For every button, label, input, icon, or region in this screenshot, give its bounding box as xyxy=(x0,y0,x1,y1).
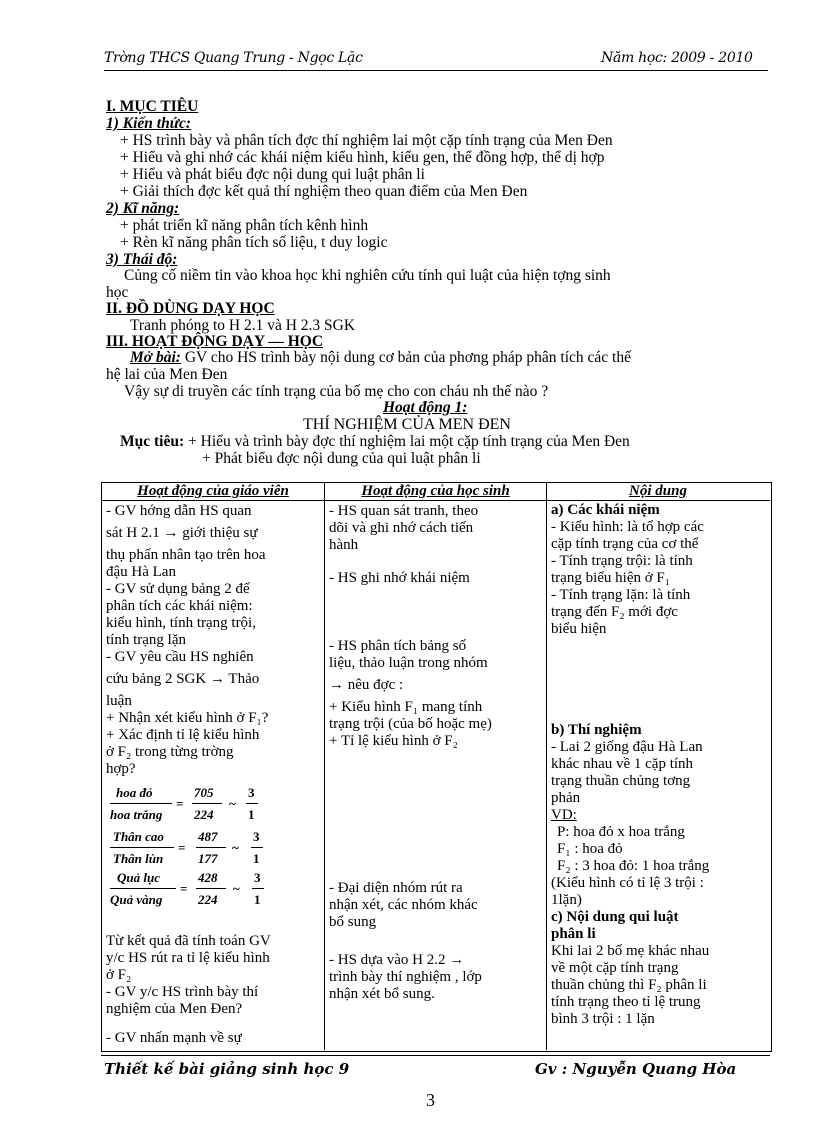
approx-sign: ~ xyxy=(232,840,239,855)
fraction-denominator: 224 xyxy=(194,807,214,822)
fraction-bar xyxy=(251,847,263,848)
nd-line: - Kiểu hình: là tổ hợp các xyxy=(551,519,704,535)
fraction-numerator: Thân cao xyxy=(113,829,164,844)
subsection-kien-thuc: 1) Kiến thức: xyxy=(106,115,192,132)
gv-line: Từ kết quả đã tính toán GV xyxy=(106,933,271,949)
equals-sign: = xyxy=(180,881,188,896)
hs-line: + Kiểu hình F₁ mang tính xyxy=(329,699,483,715)
table-divider xyxy=(324,482,325,1050)
col-header-gv: Hoạt động của giáo viên xyxy=(137,483,289,499)
header-rule xyxy=(104,70,768,71)
hs-line: - HS ghi nhớ khái niệm xyxy=(329,570,470,586)
fraction-numerator: 3 xyxy=(254,870,261,885)
approx-sign: ~ xyxy=(229,796,236,811)
thai-do-line: Củng cố niềm tin vào khoa học khi nghiên cứu tính qui luật của hiện tợng sinh xyxy=(124,267,611,284)
hs-line: - HS dựa vào H 2.2 → xyxy=(329,952,465,968)
do-dung-text: Tranh phóng to H 2.1 và H 2.3 SGK xyxy=(130,317,356,334)
col-header-nd: Nội dung xyxy=(629,483,687,499)
gv-column-2 xyxy=(106,933,271,1047)
hs-line: nhận xét bổ sung. xyxy=(329,986,435,1002)
gv-line: - GV y/c HS trình bày thí xyxy=(106,984,259,1000)
hs-line: - Đại diện nhóm rút ra xyxy=(329,880,463,896)
nd-line: thuần chủng thì F₂ phân li xyxy=(551,977,707,993)
muc-tieu-text-1: + Hiểu và trình bày đợc thí nghiệm lai một cặp tính trạng của Men Đen xyxy=(188,433,630,450)
kien-thuc-line: + Hiểu và ghi nhớ các khái niệm kiểu hình, kiểu gen, thể đồng hợp, thể dị hợp xyxy=(120,149,605,166)
equals-sign: = xyxy=(178,840,186,855)
fraction-bar xyxy=(110,847,174,848)
fraction-numerator: 487 xyxy=(198,829,218,844)
mo-bai-line xyxy=(130,349,631,366)
muc-tieu-line-2: + Phát biểu đợc nội dung của qui luật phân li xyxy=(202,450,481,467)
nd-line: bình 3 trội : 1 lặn xyxy=(551,1011,655,1027)
nd-line: biểu hiện xyxy=(551,621,607,637)
question-line: Vậy sự di truyền các tính trạng của bố mẹ cho con cháu nh thế nào ? xyxy=(124,383,549,400)
hs-column xyxy=(329,503,478,554)
fraction-numerator: Quả lục xyxy=(117,870,160,885)
mo-bai-text: GV cho HS trình bày nội dung cơ bản của phơng pháp phân tích các thế xyxy=(184,349,631,366)
fraction-denominator: 1 xyxy=(248,807,255,822)
nd-heading: c) Nội dung qui luật xyxy=(551,909,679,925)
nd-column xyxy=(551,502,704,638)
hs-line: - HS phân tích bảng số xyxy=(329,638,467,654)
hs-column-3 xyxy=(329,880,478,931)
col-header-hs: Hoạt động của học sinh xyxy=(361,483,510,499)
gv-line: ở F₂ xyxy=(106,967,132,983)
nd-line: - Tính trạng lặn: là tính xyxy=(551,587,691,603)
gv-spacer xyxy=(106,1018,271,1030)
footer-rule xyxy=(101,1055,770,1056)
page-number: 3 xyxy=(426,1090,435,1110)
nd-line: - Tính trạng trội: là tính xyxy=(551,553,693,569)
gv-line: - GV nhấn mạnh về sự xyxy=(106,1030,242,1046)
fraction-numerator: 705 xyxy=(194,785,214,800)
fraction-bar xyxy=(252,888,264,889)
kien-thuc-line: + Hiểu và phát biểu đợc nội dung qui luật phân li xyxy=(120,166,425,183)
footer-right: Gv : Nguyễn Quang Hòa xyxy=(535,1060,737,1078)
header-school: Trờng THCS Quang Trung - Ngọc Lặc xyxy=(104,50,363,66)
fraction-denominator: 177 xyxy=(198,851,218,866)
hs-column-4 xyxy=(329,952,482,1003)
subsection-thai-do: 3) Thái độ: xyxy=(106,251,178,268)
header-year: Năm học: 2009 - 2010 xyxy=(601,50,753,66)
nd-heading: a) Các khái niệm xyxy=(551,502,660,518)
equals-sign: = xyxy=(176,796,184,811)
mo-bai-label: Mở bài: xyxy=(130,349,181,366)
hs-line: - HS quan sát tranh, theo xyxy=(329,503,479,519)
hoat-dong-1-title: THÍ NGHIỆM CỦA MEN ĐEN xyxy=(303,416,511,433)
hs-line: → nêu đợc : xyxy=(329,677,404,693)
nd-heading: b) Thí nghiệm xyxy=(551,722,642,738)
nd-line: VD: xyxy=(551,807,577,823)
gv-line: - GV hớng dẫn HS quan xyxy=(106,503,252,519)
nd-heading: phân li xyxy=(551,926,596,942)
nd-line: trạng biểu hiện ở F₁ xyxy=(551,570,670,586)
hs-column-2 xyxy=(329,638,492,750)
gv-line: - GV sử dụng bảng 2 để xyxy=(106,581,250,597)
nd-line: cặp tính trạng của cơ thể xyxy=(551,536,699,552)
hs-line: trình bày thí nghiệm , lớp xyxy=(329,969,482,985)
table-divider xyxy=(546,482,547,1050)
fraction-numerator: 3 xyxy=(248,785,255,800)
fraction-bar xyxy=(192,803,222,804)
nd-line: trạng thuần chủng tơng xyxy=(551,773,691,789)
gv-line: hợp? xyxy=(106,761,136,777)
gv-line: cứu bảng 2 SGK → Thảo xyxy=(106,671,260,687)
fraction-denominator: 1 xyxy=(254,892,261,907)
hs-line: hành xyxy=(329,537,359,553)
gv-line: đậu Hà Lan xyxy=(106,564,176,580)
gv-line: ở F₂ trong từng trờng xyxy=(106,744,234,760)
footer-left: Thiết kế bài giảng sinh học 9 xyxy=(104,1060,350,1078)
nd-column-2 xyxy=(551,722,709,1028)
fraction-denominator: hoa trắng xyxy=(110,807,163,822)
gv-line: + Nhận xét kiểu hình ở F₁? xyxy=(106,710,269,726)
fraction-denominator: 1 xyxy=(253,851,260,866)
table-header-rule xyxy=(101,500,770,501)
fraction-numerator: 3 xyxy=(253,829,260,844)
gv-line: phân tích các khái niệm: xyxy=(106,598,253,614)
fraction-bar xyxy=(246,803,258,804)
fraction-denominator: Thân lùn xyxy=(113,851,164,866)
ki-nang-line: + Rèn kĩ năng phân tích số liệu, t duy logic xyxy=(120,234,388,251)
nd-line: tính trạng theo tỉ lệ trung xyxy=(551,994,701,1010)
gv-line: tính trạng lặn xyxy=(106,632,186,648)
kien-thuc-line: + HS trình bày và phân tích đợc thí nghiệm lai một cặp tính trạng của Men Đen xyxy=(120,132,613,149)
nd-line: khác nhau về 1 cặp tính xyxy=(551,756,694,772)
nd-line: P: hoa đỏ x hoa trắng xyxy=(557,824,685,840)
gv-line: + Xác định tỉ lệ kiểu hình xyxy=(106,727,260,743)
nd-line: F₂ : 3 hoa đỏ: 1 hoa trắng xyxy=(557,858,710,874)
nd-line: 1lặn) xyxy=(551,892,582,908)
fraction-denominator: Quả vàng xyxy=(110,892,163,907)
gv-line: kiểu hình, tính trạng trội, xyxy=(106,615,256,631)
gv-line: luận xyxy=(106,693,132,709)
fraction-bar xyxy=(110,803,172,804)
ki-nang-line: + phát triển kĩ năng phân tích kênh hình xyxy=(120,217,369,234)
kien-thuc-line: + Giải thích đợc kết quả thí nghiệm theo quan điểm của Men Đen xyxy=(120,183,528,200)
subsection-ki-nang: 2) Kĩ năng: xyxy=(106,200,180,217)
fraction-numerator: 428 xyxy=(198,870,218,885)
fraction-bar xyxy=(110,888,176,889)
hs-line: liệu, thảo luận trong nhóm xyxy=(329,655,488,671)
gv-line: - GV yêu cầu HS nghiên xyxy=(106,649,254,665)
section-title-muc-tieu: I. MỤC TIÊU xyxy=(106,98,199,115)
hs-line: nhận xét, các nhóm khác xyxy=(329,897,478,913)
nd-line: phản xyxy=(551,790,581,806)
fraction-bar xyxy=(196,847,226,848)
nd-line: về một cặp tính trạng xyxy=(551,960,679,976)
hoat-dong-1-label: Hoạt động 1: xyxy=(383,399,468,416)
gv-line: y/c HS rút ra tỉ lệ kiểu hình xyxy=(106,950,270,966)
nd-line: - Lai 2 giống đậu Hà Lan xyxy=(551,739,703,755)
section-title-hoat-dong: III. HOẠT ĐỘNG DẠY — HỌC xyxy=(106,333,324,350)
approx-sign: ~ xyxy=(233,881,240,896)
mo-bai-line-2: hệ lai của Men Đen xyxy=(106,366,228,383)
fraction-denominator: 224 xyxy=(198,892,218,907)
hs-line: bổ sung xyxy=(329,914,377,930)
thai-do-line: học xyxy=(106,284,129,301)
muc-tieu-line-1 xyxy=(120,433,630,450)
hs-line: + Tỉ lệ kiểu hình ở F₂ xyxy=(329,733,458,749)
gv-line: sát H 2.1 → giới thiệu sự xyxy=(106,525,258,541)
gv-line: nghiệm của Men Đen? xyxy=(106,1001,243,1017)
nd-line: trạng đến F₂ mới đợc xyxy=(551,604,678,620)
muc-tieu-label: Mục tiêu: xyxy=(120,433,185,450)
hs-line: dõi và ghi nhớ cách tiến xyxy=(329,520,474,536)
nd-line: (Kiểu hình có tỉ lệ 3 trội : xyxy=(551,875,704,891)
section-title-do-dung: II. ĐỒ DÙNG DẠY HỌC xyxy=(106,300,275,317)
fraction-numerator: hoa đỏ xyxy=(116,785,153,800)
fraction-bar xyxy=(196,888,226,889)
hs-line: trạng trội (của bố hoặc mẹ) xyxy=(329,716,492,732)
nd-line: Khi lai 2 bố mẹ khác nhau xyxy=(551,943,710,959)
nd-line: F₁ : hoa đỏ xyxy=(557,841,623,857)
gv-line: thụ phấn nhân tạo trên hoa xyxy=(106,547,266,563)
gv-column xyxy=(106,503,268,778)
